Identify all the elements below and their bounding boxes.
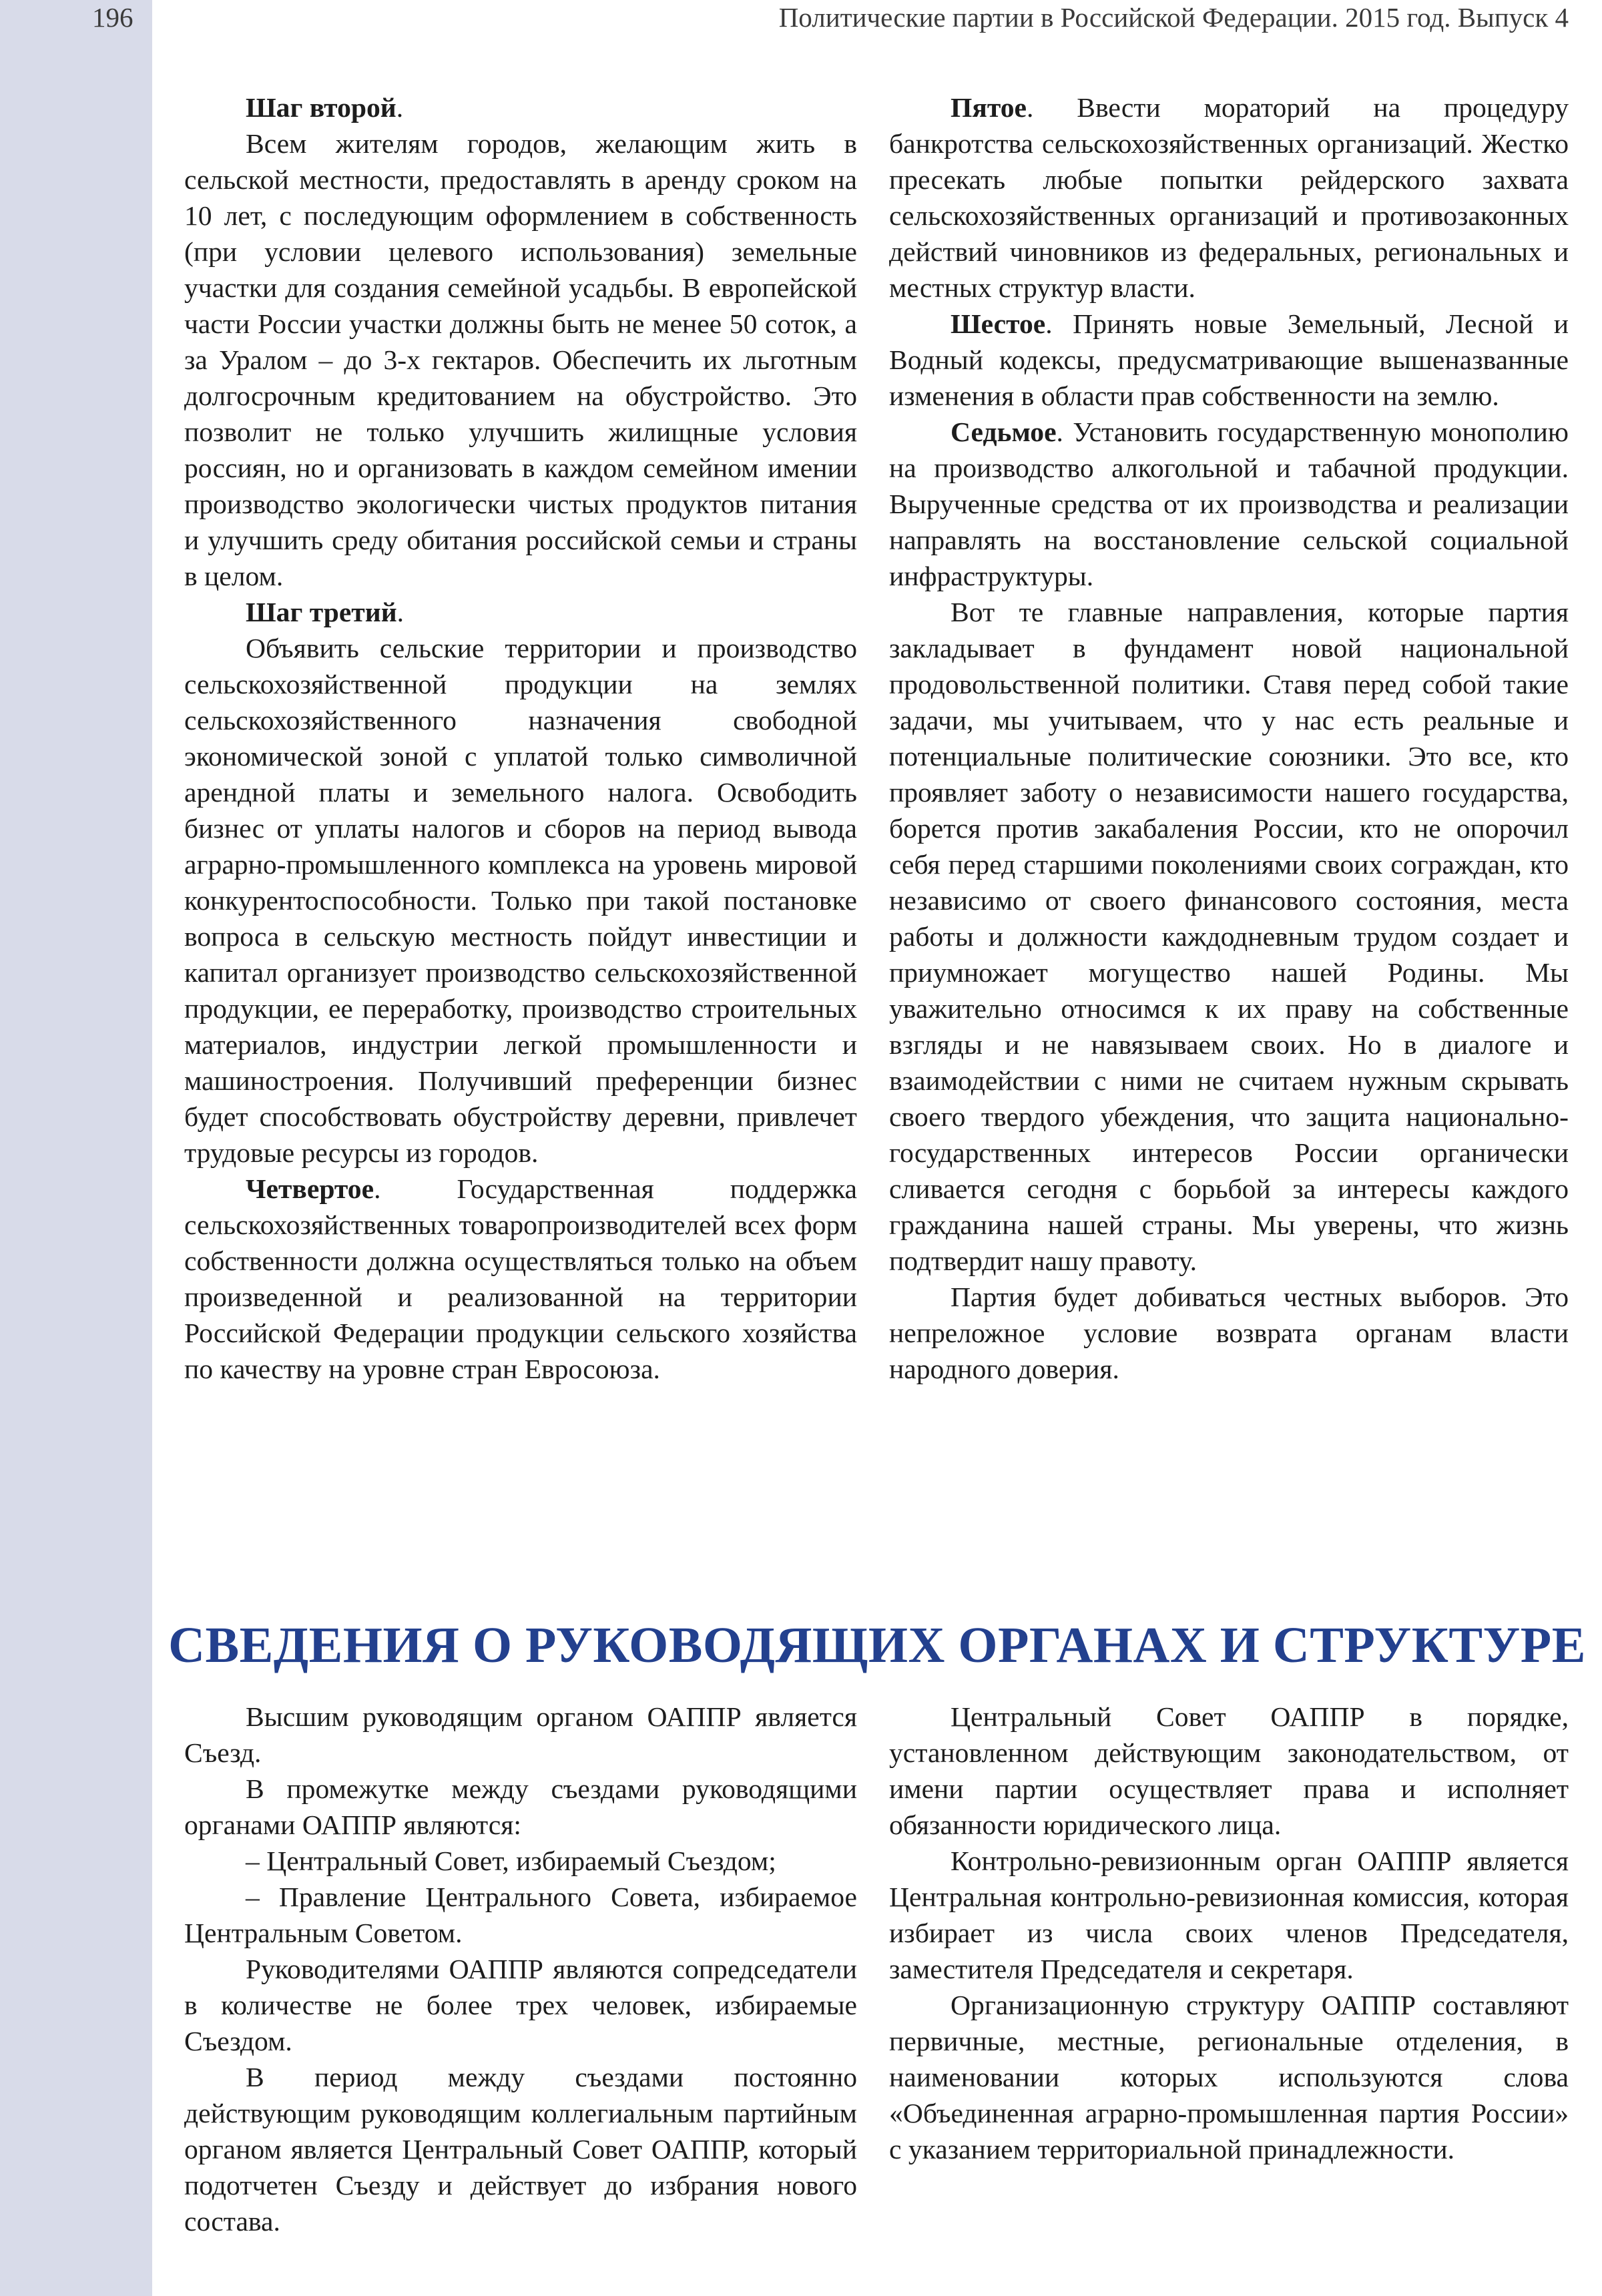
paragraph: Пятое. Ввести мораторий на процедуру банкротства сельскохозяйственных организаций. Жестко пресекать любые попытки рейдерского захвата сельскохозяйственных организаций и противозаконных действий чиновников из федеральных, региональных и местных структур власти.	[889, 92, 1569, 303]
step-label: Пятое	[951, 92, 1027, 123]
paragraph: Руководителями ОАППР являются сопредседатели в количестве не более трех человек, избираемые Съездом.	[184, 1954, 857, 2056]
bottom-left-column	[184, 1699, 857, 2239]
step-label: Четвертое	[246, 1173, 374, 1204]
paragraph: Организационную структуру ОАППР составляют первичные, местные, региональные отделения, в наименовании которых используются слова «Объединенная аграрно-промышленная партия России» с указанием территориальной принадлежности.	[889, 1990, 1569, 2165]
list-item: – Правление Центрального Совета, избираемое Центральным Советом.	[184, 1882, 857, 1948]
paragraph: Контрольно-ревизионным орган ОАППР является Центральная контрольно-ревизионная комиссия, которая избирает из числа своих членов Председателя, заместителя Председателя и секретаря.	[889, 1845, 1569, 1984]
paragraph: Седьмое. Установить государственную монополию на производство алкогольной и табачной продукции. Вырученные средства от их производства и реализации направлять на восстановление сельской социальной инфраструктуры.	[889, 416, 1569, 591]
paragraph: Вот те главные направления, которые партия закладывает в фундамент новой национальной продовольственной политики. Ставя перед собой такие задачи, мы учитываем, что у нас есть реальные и потенциальные политические союзники. Это все, кто проявляет заботу о независимости нашего государства, борется против закабаления России, кто не опорочил себя перед старшими поколениями своих сограждан, кто независимо от своего финансового состояния, места работы и должности каждодневным трудом создает и приумножает могущество нашей Родины. Мы уважительно относимся к их праву на собственные взгляды и не навязываем своих. Но в диалоге и взаимодействии с ними не считаем нужным скрывать своего твердого убеждения, что защита национально-государственных интересов России органически сливается сегодня с борьбой за интересы каждого гражданина нашей страны. Мы уверены, что жизнь подтвердит нашу правоту.	[889, 597, 1569, 1276]
paragraph: Четвертое. Государственная поддержка сельскохозяйственных товаропроизводителей всех форм собственности должна осуществляться только на объем произведенной и реализованной на территории Российской Федерации продукции сельского хозяйства по качеству на уровне стран Евросоюза.	[184, 1173, 857, 1384]
paragraph: Шестое. Принять новые Земельный, Лесной и Водный кодексы, предусматривающие вышеназванные изменения в области прав собственности на землю.	[889, 308, 1569, 411]
paragraph: Всем жителям городов, желающим жить в сельской местности, предоставлять в аренду сроком на 10 лет, с последующим оформлением в собственность (при условии целевого использования) земельные участки для создания семейной усадьбы. В европейской части России участки должны быть не менее 50 соток, а за Уралом – до 3-х гектаров. Обеспечить их льготным долгосрочным кредитованием на обустройство. Это позволит не только улучшить жилищные условия россиян, но и организовать в каждом семейном имении производство экологически чистых продуктов питания и улучшить среду обитания российской семьи и страны в целом.	[184, 128, 857, 591]
paragraph: Шаг второй.	[246, 92, 404, 123]
page-number: 196	[92, 2, 134, 33]
paragraph: Объявить сельские территории и производство сельскохозяйственной продукции на землях сельскохозяйственного назначения свободной экономической зоной с уплатой только символичной арендной платы и земельного налога. Освободить бизнес от уплаты налогов и сборов на период вывода аграрно-промышленного комплекса на уровень мировой конкурентоспособности. Только при такой постановке вопроса в сельскую местность пойдут инвестиции и капитал организует производство сельскохозяйственной продукции, ее переработку, производство строительных материалов, индустрии легкой промышленности и машиностроения. Получивший преференции бизнес будет способствовать обустройству деревни, привлечет трудовые ресурсы из городов.	[184, 633, 857, 1168]
paragraph: Центральный Совет ОАППР в порядке, установленном действующим законодательством, от имени партии осуществляет права и исполняет обязанности юридического лица.	[889, 1701, 1569, 1840]
bottom-right-column	[889, 1699, 1569, 2167]
section-heading: СВЕДЕНИЯ О РУКОВОДЯЩИХ ОРГАНАХ И СТРУКТУРЕ	[168, 1617, 1586, 1673]
step-label: Седьмое	[951, 416, 1057, 447]
paragraph: В период между съездами постоянно действующим руководящим коллегиальным партийным органом является Центральный Совет ОАППР, который подотчетен Съезду и действует до избрания нового состава.	[184, 2062, 857, 2237]
list-item: – Центральный Совет, избираемый Съездом;	[246, 1845, 776, 1876]
running-header: Политические партии в Российской Федерации. 2015 год. Выпуск 4	[778, 2, 1569, 33]
paragraph: В промежутке между съездами руководящими органами ОАППР являются:	[184, 1773, 857, 1840]
paragraph: Высшим руководящим органом ОАППР является Съезд.	[184, 1701, 857, 1768]
top-left-column	[184, 89, 857, 1387]
page-margin-band	[0, 0, 152, 2296]
step-label: Шаг третий	[246, 597, 397, 627]
paragraph: Шаг третий.	[246, 597, 405, 627]
paragraph: Партия будет добиваться честных выборов. Это непреложное условие возврата органам власти народного доверия.	[889, 1281, 1569, 1384]
step-label: Шаг второй	[246, 92, 396, 123]
step-label: Шестое	[951, 308, 1046, 339]
top-right-column	[889, 89, 1569, 1387]
